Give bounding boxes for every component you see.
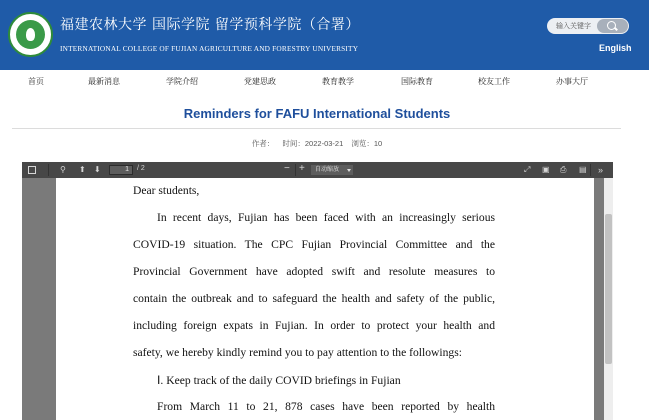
previous-page-icon[interactable]: ⬆ (79, 165, 86, 174)
viewer-scrollbar[interactable] (604, 178, 613, 420)
presentation-icon[interactable]: ⤢ (524, 165, 531, 174)
nav-item-international-education[interactable]: 国际教育 (401, 77, 433, 86)
article-meta (0, 138, 634, 149)
pdf-page (56, 178, 594, 420)
author-label: 作者： (251, 139, 275, 148)
search-placeholder: 输入关键字 (556, 23, 591, 30)
doc-line: contain the outbreak and to safeguard the health and safety of the public, (133, 292, 495, 305)
doc-line: Dear students, (133, 184, 200, 197)
nav-item-education[interactable]: 教育教学 (322, 77, 354, 86)
nav-item-home[interactable]: 首页 (28, 77, 44, 86)
page-number-input[interactable]: 1 (109, 165, 133, 175)
chevron-down-icon (347, 169, 351, 172)
total-pages: / 2 (137, 165, 145, 172)
logo-emblem (16, 20, 45, 49)
search-button[interactable] (597, 19, 628, 33)
toolbar-separator (590, 164, 591, 176)
zoom-select[interactable]: 自动缩放 (311, 165, 353, 175)
save-icon[interactable]: ▤ (579, 165, 587, 174)
logo-leaf (26, 28, 35, 41)
nav-item-party-building[interactable]: 党建思政 (244, 77, 276, 86)
doc-line: Provincial Government have adopted swift and resolute measures to (133, 265, 495, 278)
site-title-english: INTERNATIONAL COLLEGE OF FUJIAN AGRICULTURE AND FORESTRY UNIVERSITY (60, 44, 359, 53)
pdf-toolbar (22, 162, 613, 178)
doc-line: safety, we hereby kindly remind you to pay attention to the followings: (133, 346, 462, 359)
search-icon (607, 21, 616, 30)
doc-line: including foreign expats in Fujian. In order to protect your health and (133, 319, 495, 332)
english-language-link[interactable]: English (599, 43, 632, 53)
sidebar-toggle-icon[interactable] (28, 166, 36, 174)
nav-item-latest-news[interactable]: 最新消息 (88, 77, 120, 86)
scrollbar-thumb[interactable] (605, 214, 612, 364)
doc-line: COVID-19 situation. The CPC Fujian Provincial Committee and the (133, 238, 495, 251)
doc-section-heading: Ⅰ. Keep track of the daily COVID briefings in Fujian (157, 374, 401, 387)
next-page-icon[interactable]: ⬇ (94, 165, 101, 174)
zoom-out-button[interactable]: − (284, 163, 290, 174)
site-title-chinese: 福建农林大学 国际学院 留学预科学院（合署） (60, 17, 360, 33)
nav-item-service-hall[interactable]: 办事大厅 (556, 77, 588, 86)
title-divider (12, 128, 621, 129)
search-icon[interactable]: ⚲ (60, 165, 66, 174)
zoom-in-button[interactable]: + (299, 163, 305, 174)
toolbar-separator (48, 164, 49, 176)
site-header (0, 0, 649, 70)
doc-line: In recent days, Fujian has been faced with an increasingly serious (157, 211, 495, 224)
doc-line: From March 11 to 21, 878 cases have been reported by health (157, 400, 495, 413)
publish-time: 时间：2022-03-21 (282, 139, 344, 148)
open-file-icon[interactable]: ▣ (542, 165, 550, 174)
pdf-viewer (22, 162, 613, 420)
article-title: Reminders for FAFU International Students (183, 106, 451, 121)
university-logo[interactable] (8, 12, 53, 57)
view-count: 浏览：10 (351, 139, 383, 148)
tools-icon[interactable]: » (598, 165, 604, 175)
main-navigation (0, 70, 649, 94)
nav-item-about[interactable]: 学院介绍 (166, 77, 198, 86)
toolbar-separator (295, 164, 296, 176)
print-icon[interactable]: ⎙ (560, 165, 567, 174)
nav-item-alumni[interactable]: 校友工作 (478, 77, 510, 86)
